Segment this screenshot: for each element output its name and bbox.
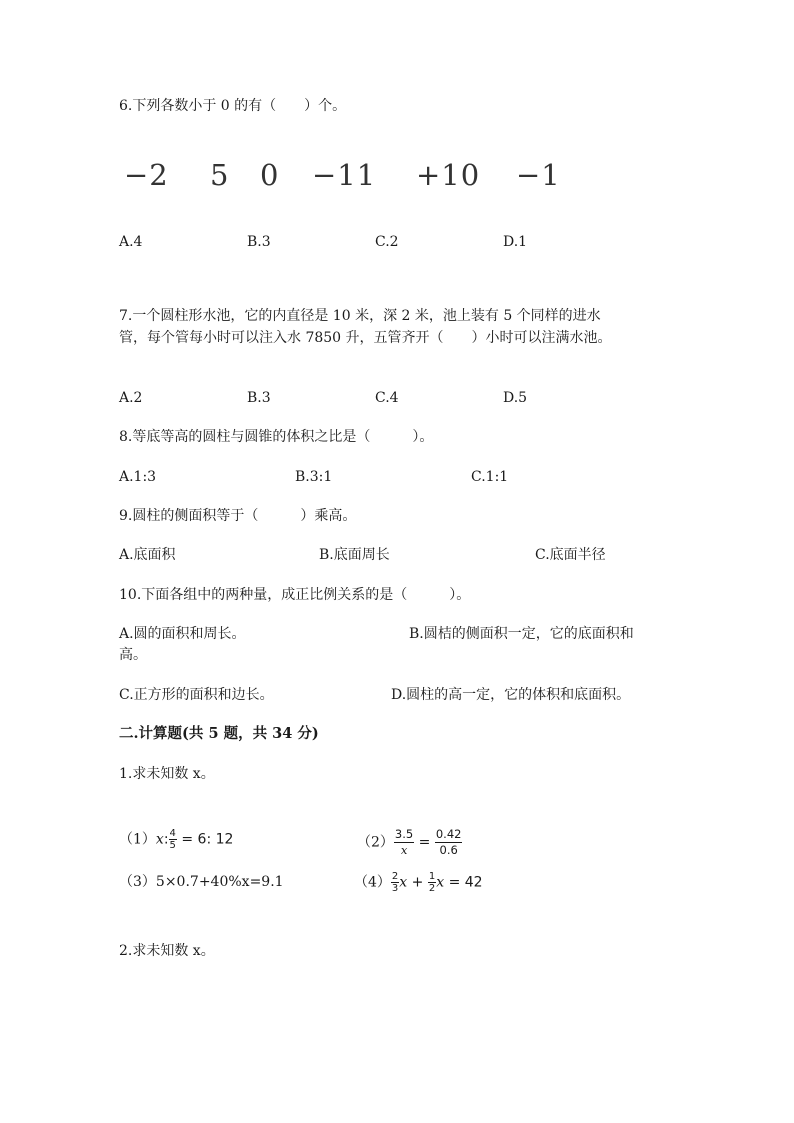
number-item: +10 (416, 158, 481, 192)
question-10-stem: 10.下面各组中的两种量，成正比例关系的是（ ）。 (119, 587, 471, 603)
number-item: 0 (260, 158, 280, 192)
section-title: 二.计算题(共 5 题，共 34 分) (119, 725, 319, 742)
option-a[interactable]: A.圆的面积和周长。 (119, 626, 246, 642)
option-d[interactable]: D.5 (503, 390, 528, 406)
fraction-numerator: 4 (169, 828, 176, 839)
option-a[interactable]: A.1:3 (119, 469, 157, 485)
number-item: −2 (124, 158, 169, 192)
equals-sign: = (418, 834, 431, 851)
question-7-stem-line2: 管，每个管每小时可以注入水 7850 升，五管齐开（ ）小时可以注满水池。 (119, 330, 612, 346)
option-b[interactable]: B.3 (247, 234, 271, 250)
fraction-denominator: x (400, 843, 408, 857)
fraction (169, 828, 177, 851)
question-7-stem-line1: 7.一个圆柱形水池，它的内直径是 10 米，深 2 米，池上装有 5 个同样的进水 (119, 308, 601, 324)
fraction-denominator: 3 (391, 883, 399, 894)
equation-4 (354, 871, 483, 894)
option-b[interactable]: B.底面周长 (319, 547, 390, 563)
equation-3 (119, 872, 284, 892)
equation-label: （1） (119, 831, 156, 848)
fraction-denominator: 0.6 (439, 843, 458, 857)
question-9-stem: 9.圆柱的侧面积等于（ ）乘高。 (119, 508, 357, 524)
fraction (428, 871, 436, 894)
option-b[interactable]: B.3:1 (295, 469, 333, 485)
ratio-colon: : (163, 831, 169, 848)
option-a[interactable]: A.2 (119, 390, 143, 406)
number-item: −1 (516, 158, 561, 192)
option-d[interactable]: D.1 (503, 234, 528, 250)
fraction-numerator: 2 (391, 871, 399, 882)
equation-label: （4） (354, 874, 391, 891)
equation-rhs: = 42 (448, 874, 483, 891)
question-1-stem: 1.求未知数 x。 (119, 766, 215, 782)
fraction-numerator: 0.42 (435, 827, 462, 841)
option-c[interactable]: C.1:1 (471, 469, 509, 485)
question-8-stem: 8.等底等高的圆柱与圆锥的体积之比是（ ）。 (119, 429, 434, 445)
equation-rhs: = 6: 12 (181, 831, 234, 848)
option-a[interactable]: A.4 (119, 234, 143, 250)
option-b-continuation: 高。 (119, 647, 147, 663)
option-c[interactable]: C.2 (375, 234, 399, 250)
fraction-numerator: 1 (428, 871, 436, 882)
option-c[interactable]: C.4 (375, 390, 399, 406)
question-2-stem: 2.求未知数 x。 (119, 943, 215, 959)
fraction (394, 827, 414, 858)
equation-body: 5×0.7+40%x=9.1 (155, 874, 284, 890)
number-item: 5 (210, 158, 230, 192)
equation-1 (119, 828, 233, 851)
plus-sign: + (411, 874, 424, 891)
option-c[interactable]: C.正方形的面积和边长。 (119, 687, 274, 703)
question-6-stem: 6.下列各数小于 0 的有（ ）个。 (119, 98, 347, 114)
equation-label: （3） (119, 874, 156, 890)
number-item: −11 (312, 158, 377, 192)
fraction (435, 827, 463, 858)
fraction-denominator: 2 (428, 883, 436, 894)
variable-x: x (436, 874, 445, 891)
option-c[interactable]: C.底面半径 (535, 547, 606, 563)
option-d[interactable]: D.圆柱的高一定，它的体积和底面积。 (391, 687, 631, 703)
variable-x: x (399, 874, 408, 891)
option-a[interactable]: A.底面积 (119, 547, 176, 563)
fraction-numerator: 3.5 (394, 827, 414, 841)
variable-x: x (155, 831, 164, 848)
equation-2 (357, 827, 462, 858)
equation-label: （2） (357, 834, 394, 851)
option-b[interactable]: B.3 (247, 390, 271, 406)
fraction-denominator: 5 (169, 840, 176, 851)
option-b[interactable]: B.圆桔的侧面积一定，它的底面积和 (409, 626, 634, 642)
